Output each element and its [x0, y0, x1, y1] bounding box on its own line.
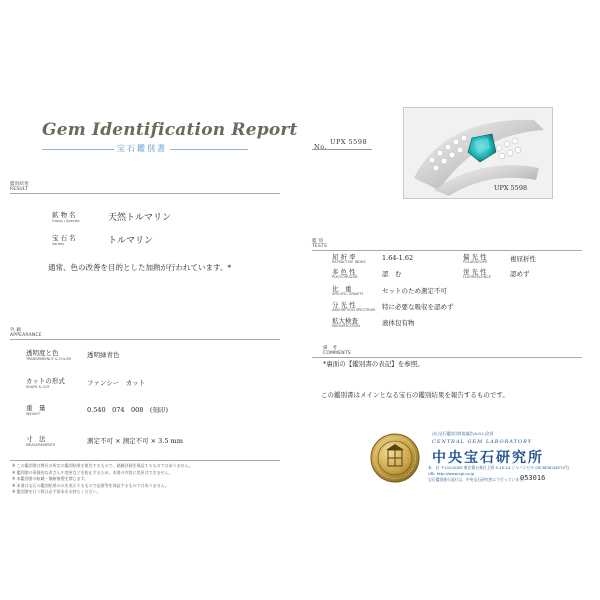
lab-name-en: CENTRAL GEM LABORATORY: [432, 439, 533, 445]
polariscope-label-en: POLARISCOPE: [463, 260, 488, 264]
pleochroism-label-en: PLEOCHROISM: [332, 275, 358, 279]
shape-label-en: SHAPE & CUT: [26, 385, 50, 389]
notice-item: ※ 鑑別書を行う際は必ず原本をお持ちください。: [12, 489, 101, 494]
spectrum-label-en: ABSORPTION SPECTRUM: [332, 308, 376, 312]
tests-section-label-en: TESTS: [312, 244, 328, 249]
notice-item: ※ 鑑別書の事後的な改ざんや変更などを防止するため、本書の内容に変更はできません。: [12, 469, 173, 475]
report-number-label: No.: [314, 143, 328, 151]
species-label: 鉱 物 名: [52, 211, 76, 219]
polariscope-label: 偏 光 性: [463, 253, 487, 261]
magnification-value: 液体包有物: [382, 319, 415, 327]
serial-number: 053016: [520, 474, 546, 482]
measurements-label: 寸 法: [26, 435, 46, 443]
magnification-label-en: MAGNIFICATION: [332, 324, 360, 328]
measurements-label-en: MEASUREMENTS: [26, 443, 56, 447]
notice-list: [12, 463, 193, 496]
spectrum-label: 分 光 性: [332, 301, 356, 309]
weight-value: 0.540 074 008 (刻印): [87, 406, 168, 414]
notice-item: ※ 本鑑別書の転載・無断複製を禁じます。: [12, 476, 89, 481]
transparency-label-en: TRANSPARENCY & COLOR: [26, 357, 71, 361]
refractive-index-label-en: REFRACTIVE INDEX: [332, 260, 366, 264]
report-statement: この鑑別書はメインとなる宝石の鑑別結果を報告するものです。: [321, 391, 509, 399]
notice-item: ※ 本書は宝石の鑑別結果のみを表示するもので品質等を保証するものではありません。: [12, 482, 169, 488]
lab-url: URL http://www.cgl.co.jp: [428, 471, 475, 476]
specific-gravity-label-en: SPECIFIC GRAVITY: [332, 292, 364, 296]
branch-note: 宝石鑑別書の発行は、中央宝石研究所にて行っています。: [428, 477, 527, 482]
refractive-index-label: 屈 折 率: [332, 253, 356, 261]
comments-section-label-en: COMMENTS: [323, 351, 351, 356]
variety-value: トルマリン: [108, 236, 154, 246]
fluorescence-label: 蛍 光 性: [463, 268, 487, 276]
report-subtitle-wrap: [42, 144, 248, 154]
shape-label: カットの形式: [26, 377, 65, 385]
comments-rule: [312, 357, 582, 358]
notice-rule: [10, 460, 280, 461]
species-label-en: Group / Species: [52, 219, 80, 223]
refractive-index-value: 1.64-1.62: [382, 254, 414, 262]
report-subtitle: 宝石鑑別書: [114, 143, 170, 154]
variety-label: 宝 石 名: [52, 234, 76, 242]
specific-gravity-label: 比 重: [332, 285, 352, 293]
report-title: Gem Identification Report: [42, 120, 298, 140]
tests-section-label: 鑑 別: [312, 239, 324, 244]
specific-gravity-value: セットのため測定不可: [382, 287, 447, 295]
pleochroism-label: 多 色 性: [332, 268, 356, 276]
seal-icon: [370, 433, 420, 483]
magnification-label: 拡大検査: [332, 317, 358, 325]
transparency-label: 透明度と色: [26, 349, 59, 357]
result-section-label: 鑑別結果: [10, 182, 29, 187]
treatment-note: 通常、色の改善を目的とした加熱が行われています。*: [48, 263, 232, 272]
spectrum-value: 特に必要な吸収を認めず: [382, 303, 454, 311]
laboratory-seal: [370, 433, 420, 483]
appearance-rule: [10, 339, 280, 340]
pleochroism-value: 認 む: [382, 270, 402, 278]
comments-text: *裏面の【鑑別書の表記】を参照。: [323, 360, 424, 368]
ring-image: [404, 108, 552, 198]
species-value: 天然トルマリン: [108, 213, 172, 223]
comments-section-label: 備 考: [323, 346, 338, 351]
appearance-section-label: 外 観: [10, 328, 22, 333]
report-number-rule: [312, 149, 372, 150]
fluorescence-value: 認めず: [510, 270, 530, 278]
transparency-value: 透明緑青色: [87, 351, 120, 359]
measurements-value: 測定不可 × 測定不可 × 3.5 mm: [87, 437, 183, 445]
report-number: UPX 5598: [330, 138, 368, 146]
result-section-label-en: RESULT: [10, 187, 28, 192]
tests-rule: [312, 250, 582, 251]
lab-address: 本 社 〒110-0005 東京都台東区上野 5-15-14 ジャパンビル 03(3836)1627(代): [428, 465, 570, 470]
gem-photo: [403, 107, 553, 199]
result-rule: [10, 193, 280, 194]
lab-name: 中央宝石研究所: [432, 450, 544, 466]
photo-caption: UPX 5598: [494, 184, 528, 192]
appearance-section-label-en: APPEARANCE: [10, 333, 42, 338]
weight-label-en: WEIGHT: [26, 412, 41, 416]
notice-item: ※ この鑑別書は弊社の所定の鑑別結果を報告するもので、価値評価を保証するものではありません。: [12, 463, 193, 468]
fluorescence-label-en: FLUORESCENCE: [463, 275, 491, 279]
polariscope-value: 複屈折性: [510, 255, 536, 263]
association-text: (社)宝石鑑別団体協議会(A.G.L)会員: [432, 431, 494, 436]
weight-label: 重 量: [26, 404, 46, 412]
variety-label-en: Variety: [52, 242, 65, 246]
shape-value: ファンシー カット: [87, 379, 146, 387]
